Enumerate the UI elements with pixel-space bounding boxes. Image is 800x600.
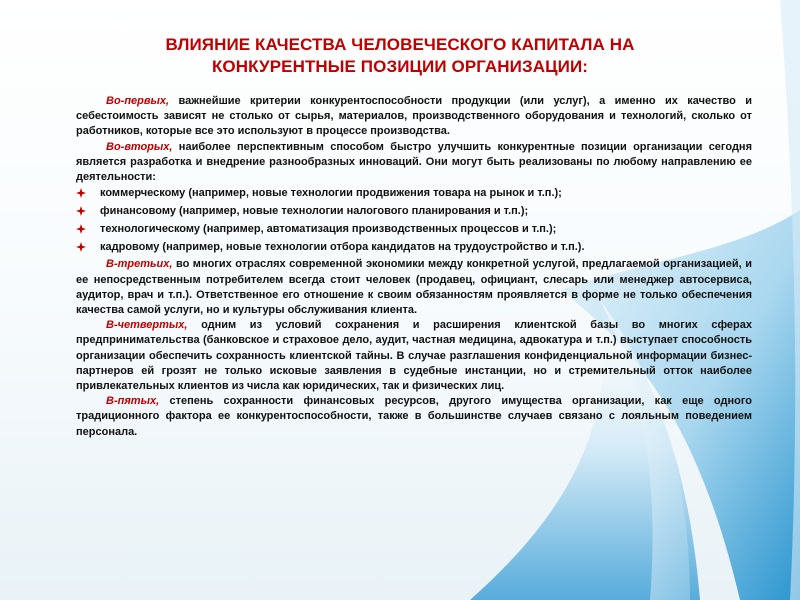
paragraph-text: степень сохранности финансовых ресурсов, другого имущества организации, как еще одного традиционного фактора ее конкурентоспособности, также в большинстве случаев связано с лояльным поведением персонала. [76,395,752,438]
list-item-text: финансовому (например, новые технологии налогового планирования и т.п.); [100,205,529,218]
paragraph-text: важнейшие критерии конкурентоспособности продукции (или услуг), а именно их качество и себестоимость зависят не столько от сырья, материалов, производственного оборудования и технологий, сколько от работников, которые все это используют в процессе производства. [76,95,752,138]
list-item-text: технологическому (например, автоматизация производственных процессов и т.п.); [100,222,557,235]
diamond-bullet-icon [76,224,86,234]
title-line-2: КОНКУРЕНТНЫЕ ПОЗИЦИИ ОРГАНИЗАЦИИ: [211,57,589,76]
paragraph-first [76,94,752,140]
list-item [76,240,752,255]
title-line-1: ВЛИЯНИЕ КАЧЕСТВА ЧЕЛОВЕЧЕСКОГО КАПИТАЛА НА [165,35,635,54]
paragraph-intro: Во-первых, [106,95,170,107]
paragraph-intro: В-четвертых, [106,319,188,332]
paragraph-fourth [76,318,752,394]
list-item [76,204,752,219]
paragraph-intro: В-пятых, [106,395,160,408]
paragraph-intro: В-третьих, [106,258,173,271]
paragraph-text: одним из условий сохранения и расширения клиентской базы во многих сферах предпринимательства (банковское и страховое дело, аудит, частная медицина, адвокатура и т.п.) выступает способность организации обеспечить сохранность клиентской тайны. В случае разглашения конфиденциальной информации бизнес-партнеров ей грозят не только исковые заявления в судебные инстанции, но и стремительный отток наиболее привлекательных клиентов из числа как юридических, так и физических лиц. [76,319,752,393]
paragraph-third [76,257,752,318]
paragraph-text: наиболее перспективным способом быстро улучшить конкурентные позиции организации сегодня является разработка и внедрение разнообразных инноваций. Они могут быть реализованы по любому направлению ее деятельности: [76,140,752,184]
diamond-bullet-icon [76,242,86,252]
list-item [76,186,752,201]
list-item [76,222,752,237]
body-text [76,94,752,440]
paragraph-fifth [76,394,752,440]
diamond-bullet-icon [76,206,86,216]
diamond-bullet-icon [76,188,86,198]
list-item-text: кадровому (например, новые технологии отбора кандидатов на трудоустройство и т.п.). [100,240,585,253]
paragraph-second [76,140,752,186]
paragraph-text: во многих отраслях современной экономики между конкретной услугой, предлагаемой организацией, и ее непосредственным потребителем всегда стоит человек (продавец, официант, слесарь или менеджер автосервиса, аудитор, врач и т.п.). Ответственное его отношение к своим обязанностям проявляется в форме не только обеспечения качества самой услуги, но и культуры обслуживания клиента. [76,258,752,317]
innovation-directions-list [76,186,752,255]
slide-title [100,34,700,78]
paragraph-intro: Во-вторых, [106,140,173,153]
list-item-text: коммерческому (например, новые технологии продвижения товара на рынок и т.п.); [100,187,562,200]
